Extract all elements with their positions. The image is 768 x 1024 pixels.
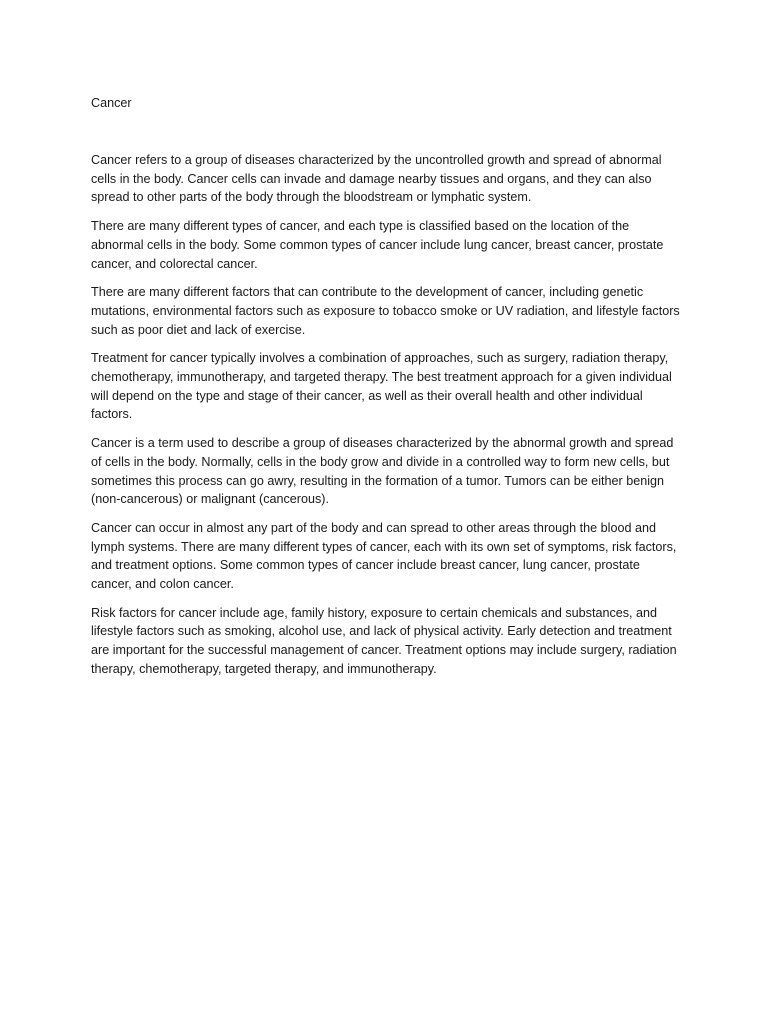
- document-title: Cancer: [91, 96, 132, 110]
- document-body: [91, 151, 681, 679]
- paragraph: Cancer can occur in almost any part of the body and can spread to other areas through the blood and lymph systems. There are many different types of cancer, each with its own set of symptoms, risk factors, and treatment options. Some common types of cancer include breast cancer, lung cancer, prostate cancer, and colon cancer.: [91, 520, 677, 592]
- paragraph: Risk factors for cancer include age, family history, exposure to certain chemicals and substances, and lifestyle factors such as smoking, alcohol use, and lack of physical activity. Early detection and treatment are important for the successful management of cancer. Treatment options may include surgery, radiation therapy, chemotherapy, targeted therapy, and immunotherapy.: [91, 605, 677, 676]
- document-content: [91, 94, 681, 689]
- paragraph: Cancer refers to a group of diseases characterized by the uncontrolled growth and spread of abnormal cells in the body. Cancer cells can invade and damage nearby tissues and organs, and they can also spread to other parts of the body through the bloodstream or lymphatic system.: [91, 153, 662, 205]
- paragraph: There are many different factors that can contribute to the development of cancer, including genetic mutations, environmental factors such as exposure to tobacco smoke or UV radiation, and lifestyle factors such as poor diet and lack of exercise.: [91, 285, 680, 337]
- paragraph: There are many different types of cancer, and each type is classified based on the location of the abnormal cells in the body. Some common types of cancer include lung cancer, breast cancer, prostate cancer, and colorectal cancer.: [91, 219, 664, 271]
- paragraph: Cancer is a term used to describe a group of diseases characterized by the abnormal growth and spread of cells in the body. Normally, cells in the body grow and divide in a controlled way to form new cells, but sometimes this process can go awry, resulting in the formation of a tumor. Tumors can be either benign (non-cancerous) or malignant (cancerous).: [91, 436, 674, 507]
- paragraph: Treatment for cancer typically involves a combination of approaches, such as surgery, radiation therapy, chemotherapy, immunotherapy, and targeted therapy. The best treatment approach for a given individual will depend on the type and stage of their cancer, as well as their overall health and other individual factors.: [91, 351, 672, 422]
